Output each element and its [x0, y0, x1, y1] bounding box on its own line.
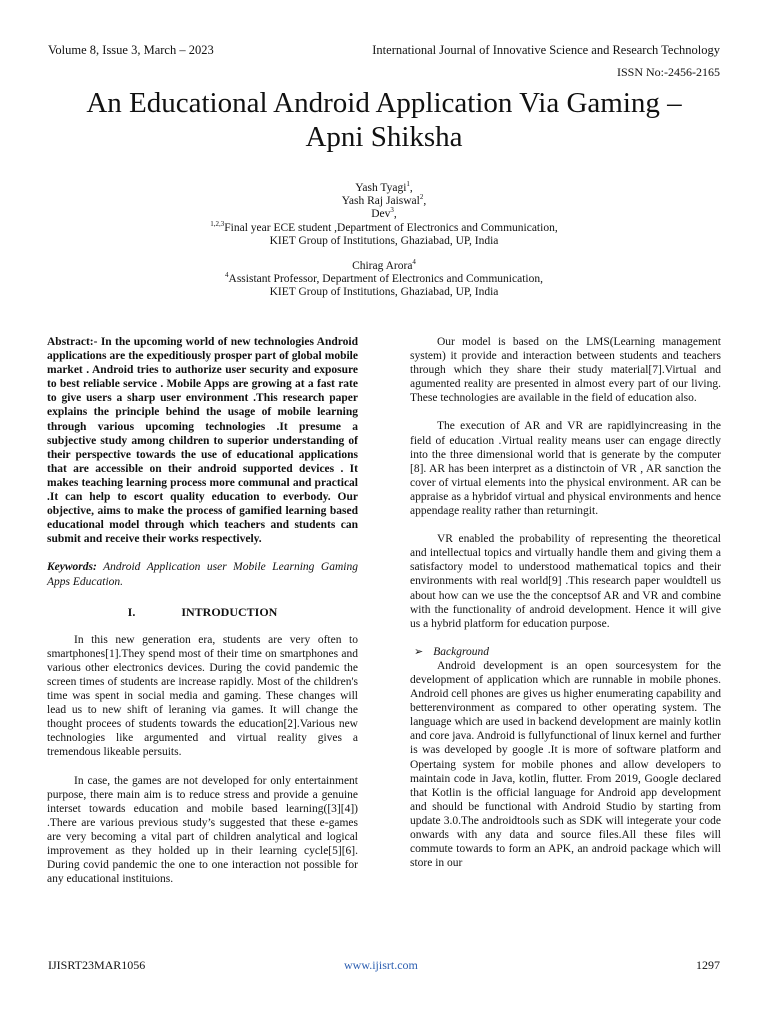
- affiliation-2-institution: KIET Group of Institutions, Ghaziabad, UP, India: [269, 286, 499, 299]
- right-paragraph-3: VR enabled the probability of representing the theoretical and intellectual topics and virtually handle them and giving them a satisfactory model to understood mathematical topics and their environments with real world[9] .This research paper wouldtell us about how can we use the the conceptsof AR and VR and combine with the functionality of android development. Hence it will give us a hybrid platform for education purpose.: [410, 533, 721, 630]
- affiliation-1: $^{1,2,3}$Final year ECE student ,Department of Electronics and Communication,: [210, 219, 558, 234]
- right-column: [410, 335, 721, 870]
- background-heading: [410, 645, 721, 659]
- journal-volume: Volume 8, Issue 3, March – 2023: [48, 43, 214, 57]
- journal-name: International Journal of Innovative Science and Research Technology: [372, 43, 720, 57]
- journal-website-link[interactable]: www.ijisrt.com: [344, 958, 418, 972]
- author-3: Dev$^3$,: [371, 206, 397, 221]
- intro-paragraph-2: In case, the games are not developed for only entertainment purpose, there main aim is to reduce stress and provide a genuine interset towards education and mobile based learning([3][4]) .There are various previous study’s suggested that these e-games are very becoming a vital part of children analytical and logical improvement as they holded up in their learning cycle[5][6]. During covid pandemic the one to one interaction not possible for any educational instituions.: [47, 774, 358, 886]
- left-column: [47, 335, 358, 886]
- keywords-text: Android Application user Mobile Learning Gaming Apps Education.: [47, 561, 358, 588]
- paper-title-line-1: An Educational Android Application Via Gaming –: [86, 87, 682, 119]
- paper-title: [40, 86, 728, 154]
- affiliation-2: $^4$Assistant Professor, Department of Electronics and Communication,: [225, 271, 543, 286]
- intro-paragraph-1: In this new generation era, students are very often to smartphones[1].They spend most of their time on smartphones and various other electronics devices. During the covid pandemic the screen times of students are increase rapidly. Most of the children's time was spent in social media and gaming. These changes will lead us to new shift of leraning via games. It will change the thought procees of students towards the education[2].Various new technologies like argumented and virtual reality gives a tremendous likeable persuits.: [47, 633, 358, 759]
- keywords-label: Keywords:: [47, 561, 97, 574]
- issn-number: ISSN No:-2456-2165: [616, 65, 720, 79]
- author-1: Yash Tyagi$^1$,: [355, 180, 413, 194]
- right-paragraph-2: The execution of AR and VR are rapidlyincreasing in the field of education .Virtual reality means user can engage directly into the three dimensional world that is generate by the computer [8]. AR has been interpret as a distinctoin of VR , AR sanction the cover of virtual elements into the physical environment. AR can be appraise as a hybridof virtual and physical environments and hence appendage reality rather than returningit.: [410, 420, 721, 518]
- background-heading-label: Background: [433, 645, 490, 658]
- right-paragraph-1: Our model is based on the LMS(Learning management system) it provide and interaction between students and teachers through which they share their study material[7].Virtual and agumented reality are presented in almost every part of our living. These technologies are available in the field of education also.: [410, 336, 721, 405]
- arrow-bullet-icon: ➢: [414, 645, 424, 658]
- section-heading-introduction: [47, 605, 358, 619]
- page-number: 1297: [696, 958, 720, 972]
- keywords: [47, 560, 358, 588]
- paper-id: IJISRT23MAR1056: [48, 958, 146, 972]
- paper-title-line-2: Apni Shiksha: [305, 121, 463, 153]
- author-2: Yash Raj Jaiswal$^2$,: [341, 193, 427, 208]
- section-title: INTRODUCTION: [181, 604, 278, 619]
- abstract: Abstract:- In the upcoming world of new technologies Android applications are the expeditiously prosper part of global mobile market . Android tries to authorize user security and exposure to best reliable service . Mobile Apps are growing at a fast rate to give users a sharp user environment .This research paper explains the principle behind the usage of mobile learning through various upcoming technologies .It presume a subjective study among children to superior understanding of their perspective towards the use of educational applications that are accessible on their android supported devices . It makes teaching learning process more communal and practical .It can help to escort quality education to everbody. Our objective, aims to make the process of gamified learning based educational model through which teachers and students can submit and receive their works respectively.: [47, 336, 358, 546]
- background-paragraph: Android development is an open sourcesystem for the development of application which are runnable in mobile phones. Android cell phones are gives us higher enumerating capability and betterenvironment as compared to other operating system. The language which are used in backend development are mainly kotlin and core java. Android is fullyfunctional of linux kernel and further is was developed by google .It is more of software platform and Opertaing system for mobile phones and allow developers to maintain code in Java, kotlin, flutter. From 2019, Google declared that Kotlin is the official language for Android app development and should be functional with Android Studio by starting from update 3.0.The androidtools such as SDK will integerate your code onwards with any data and source files.All these files will commute towards to form an APK, an android package which will store in our: [410, 659, 721, 870]
- affiliation-1-institution: KIET Group of Institutions, Ghaziabad, UP, India: [269, 234, 499, 247]
- author-4: Chirag Arora$^4$: [352, 258, 416, 273]
- section-number: I.: [127, 604, 136, 619]
- author-block: [60, 182, 708, 300]
